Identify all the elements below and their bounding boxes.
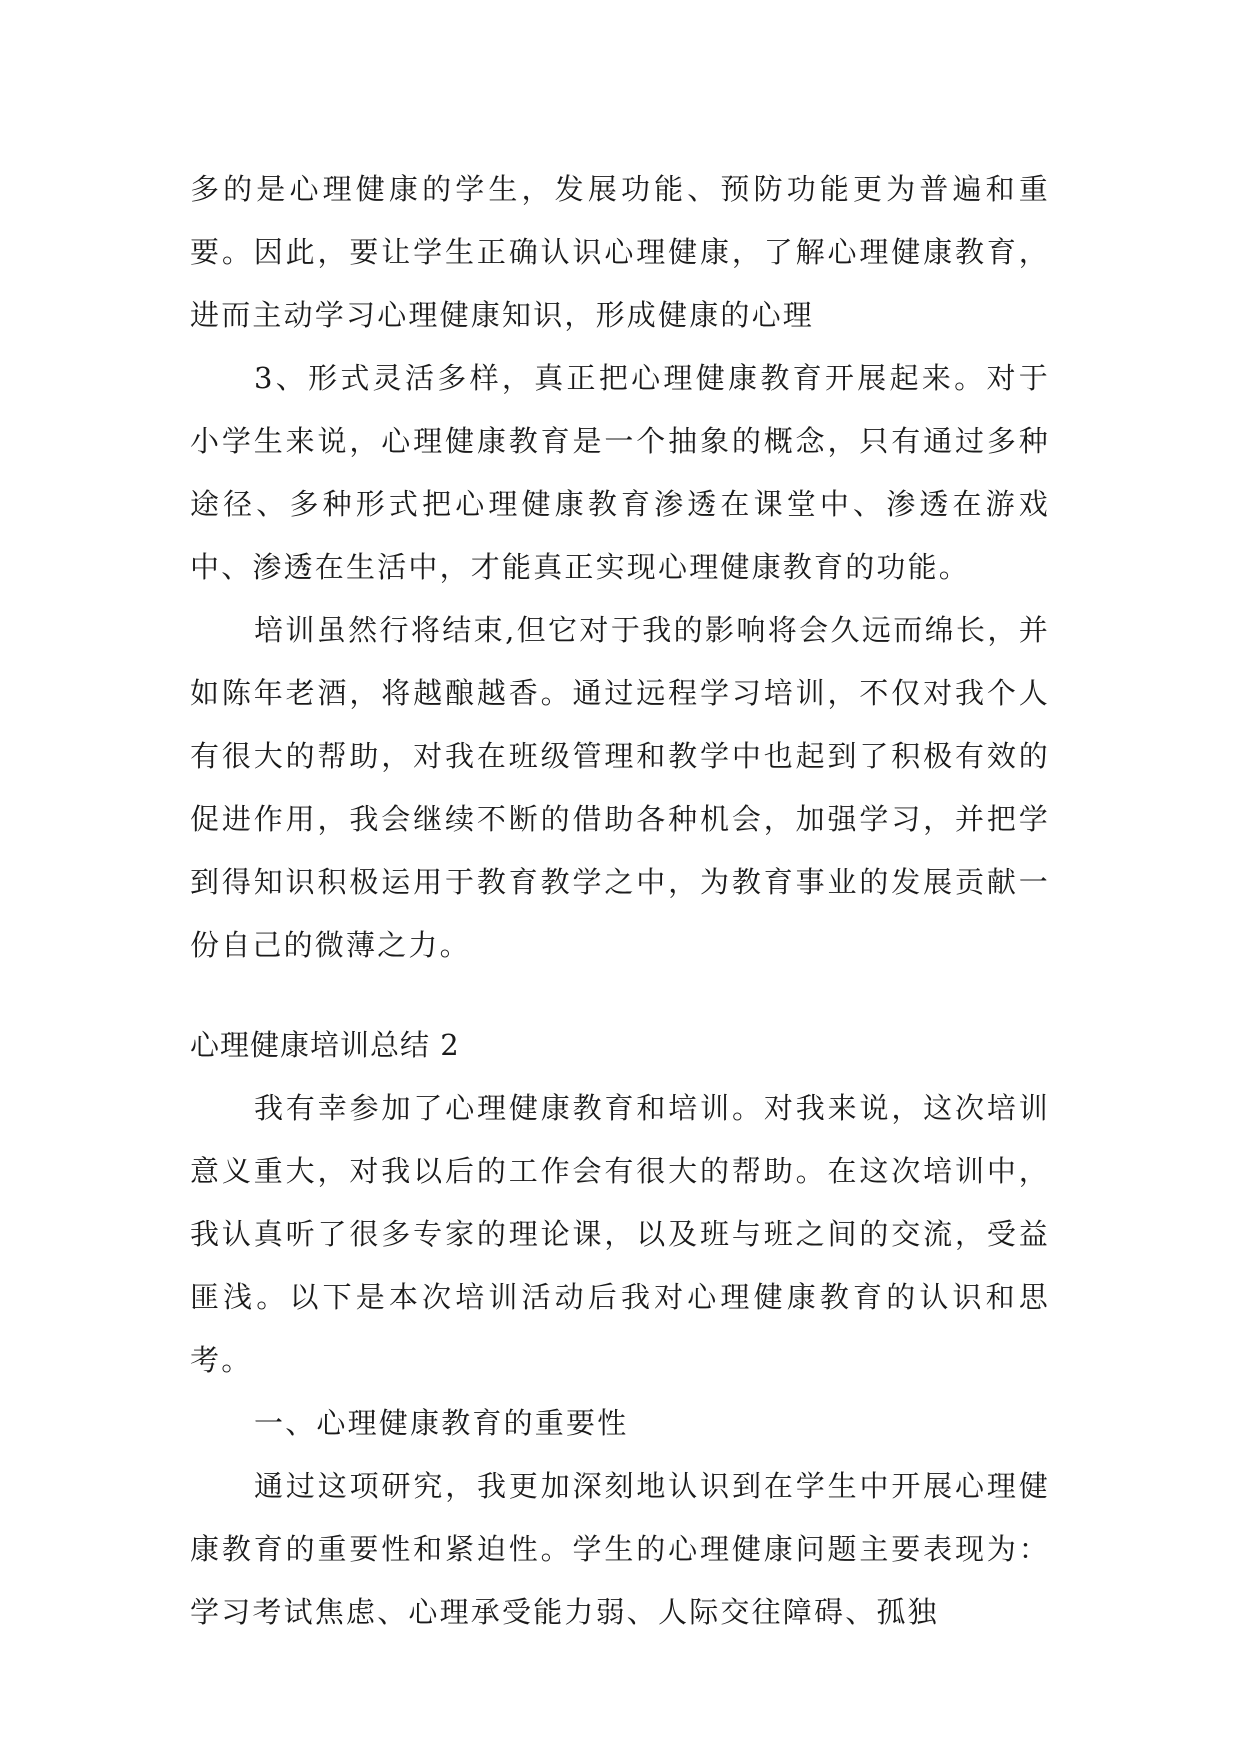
paragraph-intro: 我有幸参加了心理健康教育和培训。对我来说，这次培训意义重大，对我以后的工作会有很大的帮助。在这次培训中，我认真听了很多专家的理论课，以及班与班之间的交流，受益匪浅。以下是本次培训活动后我对心理健康教育的认识和思考。 [190,1091,1050,1377]
paragraph-continued: 多的是心理健康的学生，发展功能、预防功能更为普遍和重要。因此，要让学生正确认识心理健康，了解心理健康教育，进而主动学习心理健康知识，形成健康的心理 [190,172,1050,332]
subheading-importance: 一、心理健康教育的重要性 [254,1406,629,1440]
paragraph-training-conclusion: 培训虽然行将结束,但它对于我的影响将会久远而绵长，并如陈年老酒，将越酿越香。通过远程学习培训，不仅对我个人有很大的帮助，对我在班级管理和教学中也起到了积极有效的促进作用，我会继续不断的借助各种机会，加强学习，并把学到得知识积极运用于教育教学之中，为教育事业的发展贡献一份自己的微薄之力。 [190,613,1050,962]
document-body [190,158,1050,1644]
section-title: 心理健康培训总结 2 [190,1028,460,1062]
paragraph-flexible-forms: 3、形式灵活多样，真正把心理健康教育开展起来。对于小学生来说，心理健康教育是一个抽象的概念，只有通过多种途径、多种形式把心理健康教育渗透在课堂中、渗透在游戏中、渗透在生活中，才能真正实现心理健康教育的功能。 [190,361,1050,584]
paragraph-importance: 通过这项研究，我更加深刻地认识到在学生中开展心理健康教育的重要性和紧迫性。学生的心理健康问题主要表现为：学习考试焦虑、心理承受能力弱、人际交往障碍、孤独 [190,1469,1050,1629]
